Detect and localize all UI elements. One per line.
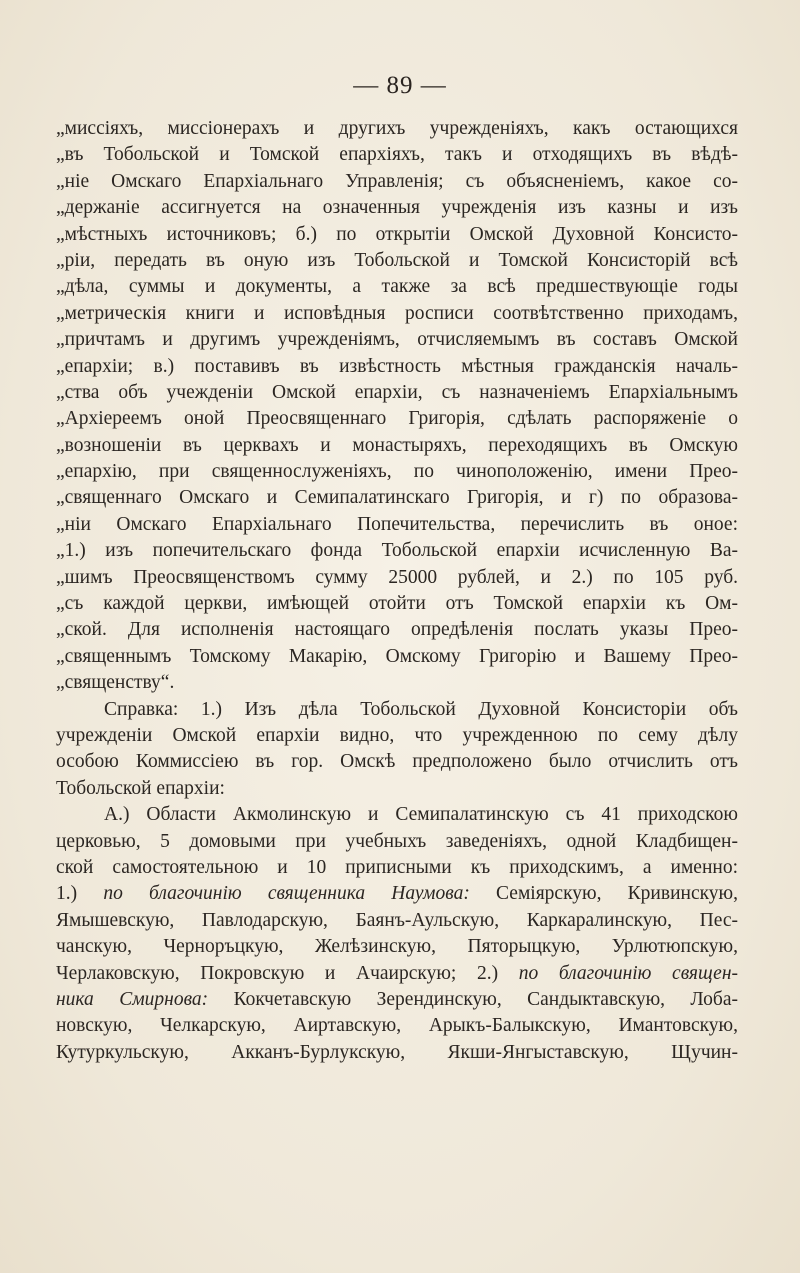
text-line: „причтамъ и другимъ учрежденіямъ, отчисляемымъ въ составъ Омской: [56, 329, 738, 351]
text-fragment: 1.): [56, 883, 78, 905]
text-line: „миссіяхъ, миссіонерахъ и другихъ учрежденіяхъ, какъ остающихся: [56, 118, 738, 139]
italic-fragment: ника Смирнова:: [56, 988, 209, 1010]
text-line: „возношеніи въ церквахъ и монастыряхъ, переходящихъ въ Омскую: [56, 434, 738, 456]
text-line: „ніи Омскаго Епархіальнаго Попечительства, перечислить въ оное:: [56, 513, 738, 535]
page-number: — 89 —: [353, 72, 447, 99]
text-line: Справка: 1.) Изъ дѣла Тобольской Духовной Консисторіи объ: [104, 698, 738, 720]
text-line: „священнаго Омскаго и Семипалатинскаго Григорія, и г) по образова-: [56, 487, 738, 509]
text-line: „метрическія книги и исповѣдныя росписи соотвѣтственно приходамъ,: [56, 302, 738, 324]
text-line: чанскую, Черноръцкую, Желѣзинскую, Пяторыцкую, Урлютюпскую,: [56, 936, 738, 958]
text-fragment: Черлаковскую, Покровскую и Ачаирскую; 2.): [56, 962, 499, 984]
text-line: А.) Области Акмолинскую и Семипалатинскую съ 41 приходскою: [104, 804, 738, 826]
text-fragment: Семіярскую, Кривинскую,: [496, 883, 738, 905]
text-line: особою Коммиссіею въ гор. Омскѣ предположено было отчислить отъ: [56, 751, 738, 773]
text-line: „дѣла, суммы и документы, а также за всѣ предшествующіе годы: [56, 276, 738, 298]
text-line: „шимъ Преосвященствомъ сумму 25000 рублей, и 2.) по 105 руб.: [56, 566, 738, 588]
text-line: Тобольской епархіи:: [56, 777, 225, 799]
text-line: учрежденіи Омской епархіи видно, что учрежденною по сему дѣлу: [56, 724, 738, 746]
text-line: „держаніе ассигнуется на означенныя учрежденія изъ казны и изъ: [56, 197, 738, 219]
text-line: „Архіереемъ оной Преосвященнаго Григорія, сдѣлать распоряженіе о: [56, 408, 738, 430]
text-line: „мѣстныхъ источниковъ; б.) по открытіи Омской Духовной Консисто-: [56, 223, 738, 245]
text-line: ской самостоятельною и 10 приписными къ приходскимъ, а именно:: [56, 856, 738, 878]
text-line: „священнымъ Томскому Макарію, Омскому Григорію и Вашему Прео-: [56, 645, 738, 667]
text-line: „священству“.: [56, 672, 175, 694]
text-line: „съ каждой церкви, имѣющей отойти отъ Томской епархіи къ Ом-: [56, 593, 738, 615]
text-line: церковью, 5 домовыми при учебныхъ заведеніяхъ, одной Кладбищен-: [56, 830, 738, 852]
text-line: „епархіи; в.) поставивъ въ извѣстность мѣстныя гражданскія началь-: [56, 355, 738, 377]
text-line-mixed: [56, 961, 738, 987]
text-line: „въ Тобольской и Томской епархіяхъ, такъ и отходящихъ въ вѣдѣ-: [56, 144, 738, 166]
text-line: новскую, Челкарскую, Аиртавскую, Арыкъ-Балыкскую, Имантовскую,: [56, 1015, 738, 1037]
text-line: Ямышевскую, Павлодарскую, Баянъ-Аульскую, Каркаралинскую, Пес-: [56, 909, 738, 931]
italic-fragment: по благочинію священ-: [518, 962, 738, 984]
text-line: Кутуркульскую, Акканъ-Бурлукскую, Якши-Янгыставскую, Щучин-: [56, 1041, 738, 1063]
text-line: „ства объ учежденіи Омской епархіи, съ назначеніемъ Епархіальнымъ: [56, 381, 738, 403]
text-line: „ріи, передать въ оную изъ Тобольской и Томской Консисторій всѣ: [56, 249, 738, 271]
text-line-mixed: [56, 987, 738, 1013]
text-line-mixed: [56, 881, 738, 907]
text-line: „ніе Омскаго Епархіальнаго Управленія; съ объясненіемъ, какое со-: [56, 170, 738, 192]
text-fragment: Кокчетавскую Зерендинскую, Сандыктавскую, Лоба-: [233, 988, 738, 1010]
text-line: „ской. Для исполненія настоящаго опредѣленія послать указы Прео-: [56, 619, 738, 641]
text-line: „1.) изъ попечительскаго фонда Тобольской епархіи исчисленную Ва-: [56, 540, 738, 562]
italic-fragment: по благочинію священника Наумова:: [103, 883, 470, 905]
text-block: [56, 116, 738, 1066]
text-line: „епархію, при священнослуженіяхъ, по чиноположенію, имени Прео-: [56, 461, 738, 483]
